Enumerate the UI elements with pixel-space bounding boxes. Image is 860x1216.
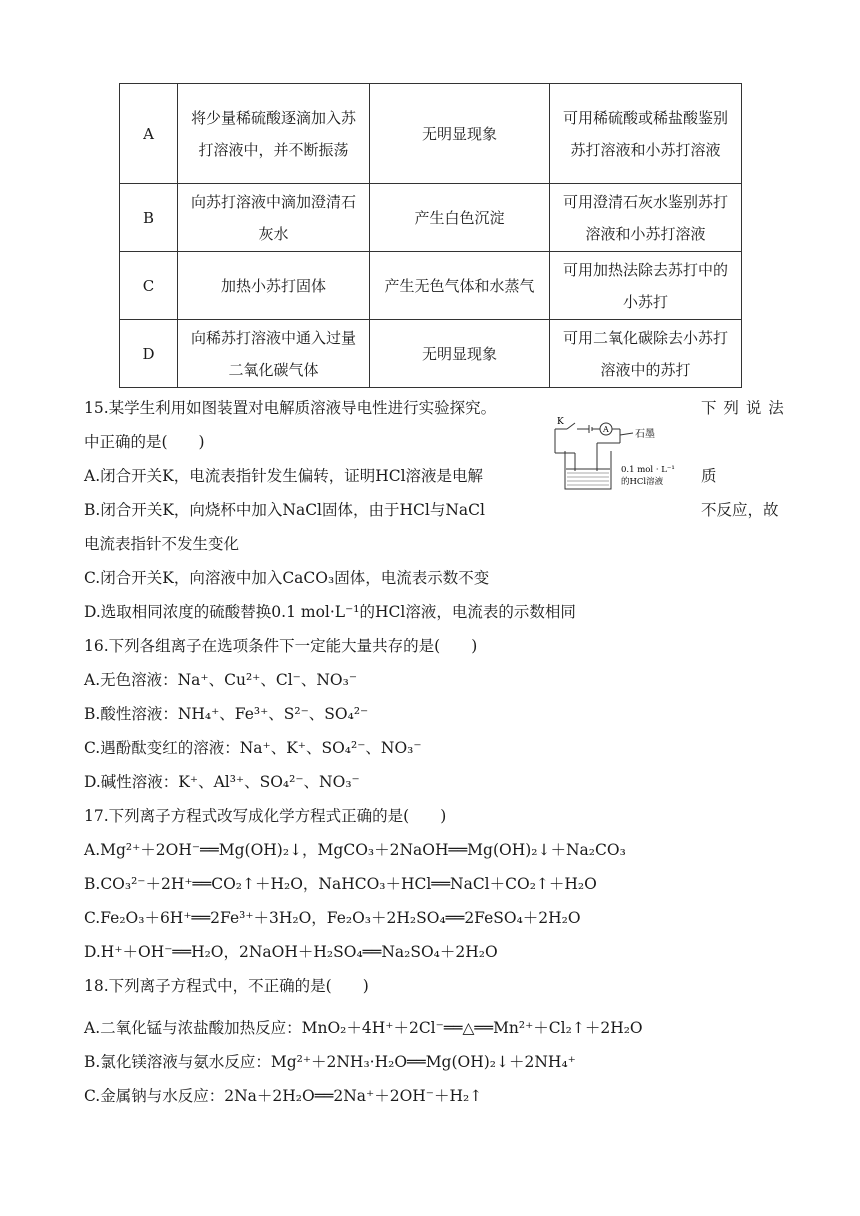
conclusion-cell: 可用二氧化碳除去小苏打溶液中的苏打 [550, 320, 742, 388]
fig-ammeter-label: A [603, 425, 609, 434]
q18-option-c: C.金属钠与水反应：2Na＋2H₂O══2Na⁺＋2OH⁻＋H₂↑ [84, 1087, 483, 1105]
options-table [119, 83, 742, 388]
q16-option-c: C.遇酚酞变红的溶液：Na⁺、K⁺、SO₄²⁻、NO₃⁻ [84, 739, 422, 757]
table-row [120, 320, 742, 388]
q15-stem-cont: 中正确的是( ) [84, 433, 205, 451]
q17-option-a: A.Mg²⁺＋2OH⁻══Mg(OH)₂↓，MgCO₃＋2NaOH══Mg(OH)₂↓＋Na₂CO₃ [84, 841, 626, 859]
fig-solution-label: 的HCl溶液 [621, 477, 664, 487]
operation-cell: 将少量稀硫酸逐滴加入苏打溶液中，并不断振荡 [178, 84, 370, 184]
q18-option-b: B.氯化镁溶液与氨水反应：Mg²⁺＋2NH₃·H₂O══Mg(OH)₂↓＋2NH₄⁺ [84, 1053, 576, 1071]
q18-option-a: A.二氧化锰与浓盐酸加热反应：MnO₂＋4H⁺＋2Cl⁻══△══Mn²⁺＋Cl₂↑＋2H₂O [84, 1019, 643, 1037]
option-letter: B [120, 184, 178, 252]
table-row [120, 84, 742, 184]
conclusion-cell: 可用澄清石灰水鉴别苏打溶液和小苏打溶液 [550, 184, 742, 252]
q17-stem: 17.下列离子方程式改写成化学方程式正确的是( ) [84, 807, 447, 825]
q16-stem: 16.下列各组离子在选项条件下一定能大量共存的是( ) [84, 637, 478, 655]
q15-option-b: B.闭合开关K，向烧杯中加入NaCl固体，由于HCl与NaCl [84, 501, 485, 519]
operation-cell: 向苏打溶液中滴加澄清石灰水 [178, 184, 370, 252]
q16-option-b: B.酸性溶液：NH₄⁺、Fe³⁺、S²⁻、SO₄²⁻ [84, 705, 369, 723]
q15-stem-right: 下 列 说 法 [701, 399, 785, 417]
q15-stem: 15.某学生利用如图装置对电解质溶液导电性进行实验探究。 [84, 399, 497, 417]
phenomenon-cell: 无明显现象 [370, 320, 550, 388]
phenomenon-cell: 无明显现象 [370, 84, 550, 184]
q15-option-a-end: 质 [701, 467, 717, 485]
option-letter: D [120, 320, 178, 388]
q15-option-b-end: 不反应，故 [701, 501, 779, 519]
conclusion-cell: 可用稀硫酸或稀盐酸鉴别苏打溶液和小苏打溶液 [550, 84, 742, 184]
q17-option-b: B.CO₃²⁻＋2H⁺══CO₂↑＋H₂O，NaHCO₃＋HCl══NaCl＋CO₂↑＋H₂O [84, 875, 597, 893]
table-row [120, 184, 742, 252]
phenomenon-cell: 产生无色气体和水蒸气 [370, 252, 550, 320]
fig-solution-concentration: 0.1 mol · L⁻¹ [621, 465, 675, 475]
q15-option-c: C.闭合开关K，向溶液中加入CaCO₃固体，电流表示数不变 [84, 569, 490, 587]
conclusion-cell: 可用加热法除去苏打中的小苏打 [550, 252, 742, 320]
q15-option-a: A.闭合开关K，电流表指针发生偏转，证明HCl溶液是电解 [84, 467, 484, 485]
option-letter: A [120, 84, 178, 184]
conductivity-apparatus-diagram [545, 413, 695, 495]
option-letter: C [120, 252, 178, 320]
operation-cell: 向稀苏打溶液中通入过量二氧化碳气体 [178, 320, 370, 388]
q17-option-d: D.H⁺＋OH⁻══H₂O，2NaOH＋H₂SO₄══Na₂SO₄＋2H₂O [84, 943, 498, 961]
q16-option-d: D.碱性溶液：K⁺、Al³⁺、SO₄²⁻、NO₃⁻ [84, 773, 360, 791]
operation-cell: 加热小苏打固体 [178, 252, 370, 320]
q15-option-d: D.选取相同浓度的硫酸替换0.1 mol·L⁻¹的HCl溶液，电流表的示数相同 [84, 603, 576, 621]
q17-option-c: C.Fe₂O₃＋6H⁺══2Fe³⁺＋3H₂O，Fe₂O₃＋2H₂SO₄══2FeSO₄＋2H₂O [84, 909, 581, 927]
q15-option-b-cont: 电流表指针不发生变化 [84, 535, 240, 553]
q16-option-a: A.无色溶液：Na⁺、Cu²⁺、Cl⁻、NO₃⁻ [84, 671, 358, 689]
table-row [120, 252, 742, 320]
phenomenon-cell: 产生白色沉淀 [370, 184, 550, 252]
fig-switch-label: K [557, 417, 564, 427]
q18-stem: 18.下列离子方程式中，不正确的是( ) [84, 977, 369, 995]
fig-graphite-label: 石墨 [635, 429, 655, 440]
